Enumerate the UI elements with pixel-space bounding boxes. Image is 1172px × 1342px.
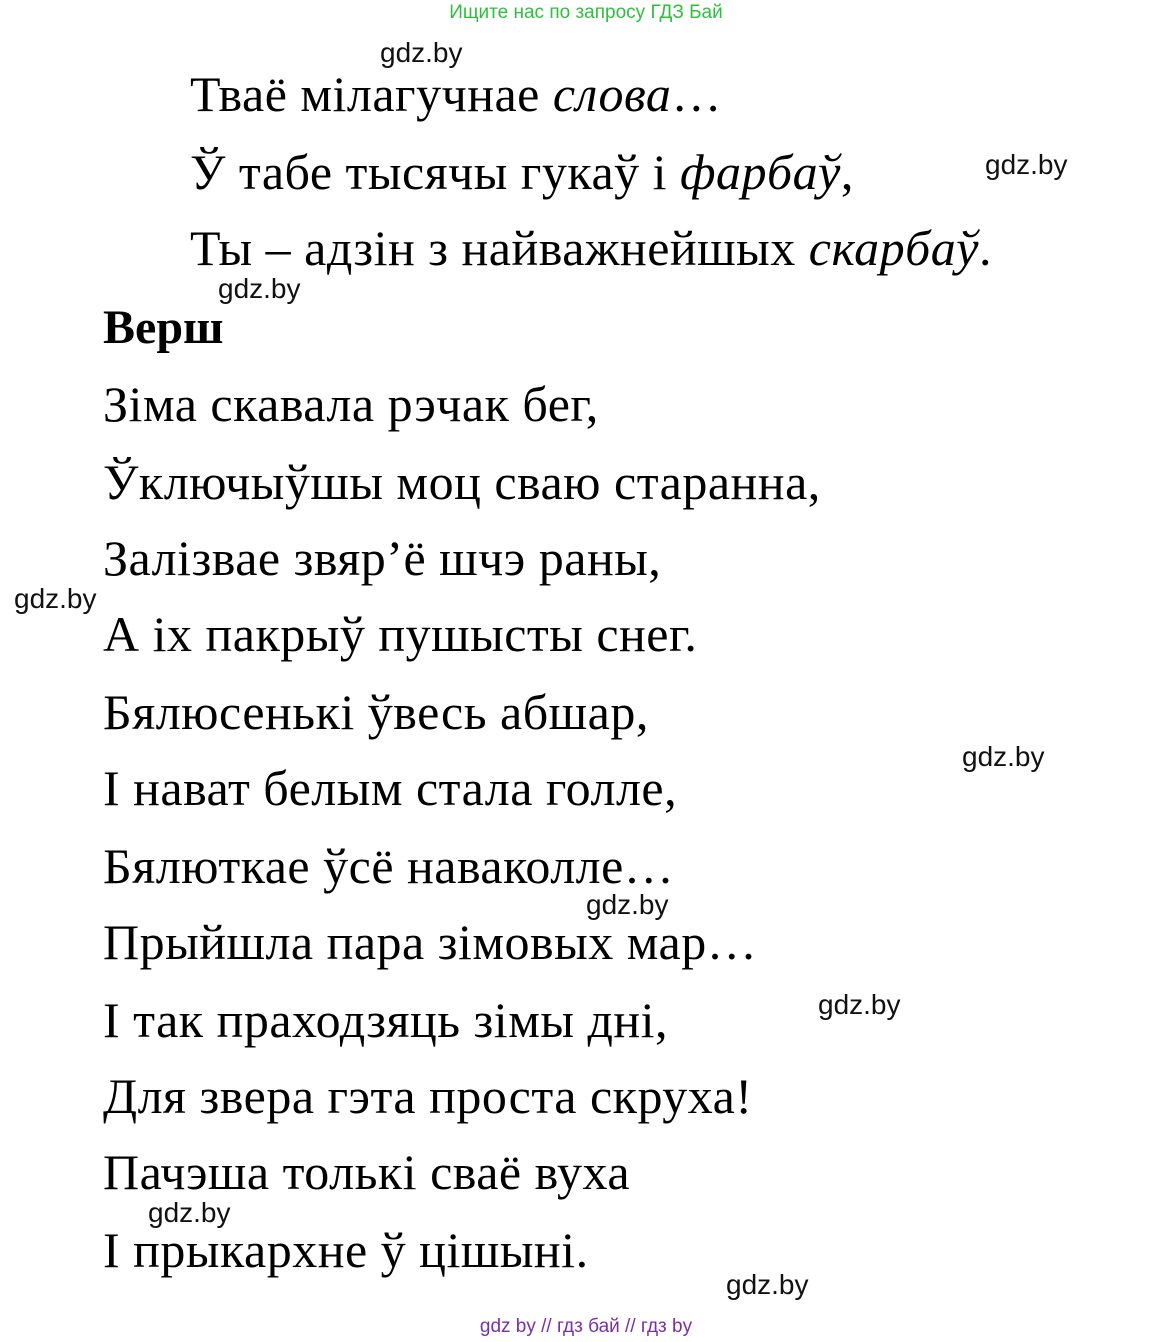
intro-line-2-tail: , [840, 144, 854, 200]
watermark: gdz.by [14, 583, 97, 614]
intro-line-3-italic: скарбаў [808, 220, 979, 276]
poem-line-4: А іх пакрыў пушысты снег. [103, 606, 698, 662]
poem-line-5: Бялюсенькі ўвесь абшар, [103, 684, 649, 740]
top-banner[interactable]: Ищите нас по запросу ГДЗ Бай [449, 2, 723, 23]
poem-line-3: Залізвае звяр’ё шчэ раны, [103, 530, 662, 586]
poem-title: Верш [103, 301, 224, 354]
intro-line-3-plain: Ты – адзін з найважнейшых [190, 220, 809, 276]
watermark: gdz.by [148, 1197, 231, 1228]
poem-line-11: Пачэша толькі сваё вуха [103, 1144, 631, 1200]
poem-line-10: Для звера гэта проста скруха! [103, 1068, 753, 1124]
watermark: gdz.by [726, 1269, 809, 1300]
intro-line-1-tail: … [671, 66, 722, 122]
watermark: gdz.by [962, 741, 1045, 772]
intro-line-1-plain: Тваё мілагучнае [190, 66, 553, 122]
poem-line-8: Прыйшла пара зімовых мар… [103, 914, 758, 970]
intro-line-2 [190, 142, 854, 202]
footer-links[interactable]: gdz by // гдз бай // гдз by [479, 1316, 693, 1337]
watermark: gdz.by [586, 889, 669, 920]
intro-line-3-tail: . [978, 220, 992, 276]
poem-line-1: Зіма скавала рэчак бег, [103, 376, 599, 432]
watermark: gdz.by [985, 149, 1068, 180]
poem-line-9: І так праходзяць зімы дні, [103, 992, 669, 1048]
poem-line-12: І прыкархне ў цішыні. [103, 1222, 589, 1278]
poem-line-7: Бялюткае ўсё наваколле… [103, 838, 675, 894]
watermark: gdz.by [218, 273, 301, 304]
watermark: gdz.by [380, 37, 463, 68]
intro-line-1 [190, 64, 722, 124]
poem-line-6: І нават белым стала голле, [103, 760, 678, 816]
intro-line-2-plain: Ў табе тысячы гукаў і [190, 144, 681, 200]
poem-line-2: Ўключыўшы моц сваю старанна, [103, 454, 821, 510]
watermark: gdz.by [818, 989, 901, 1020]
intro-line-3 [190, 218, 992, 278]
intro-line-1-italic: слова [552, 66, 672, 122]
intro-line-2-italic: фарбаў [680, 144, 841, 200]
